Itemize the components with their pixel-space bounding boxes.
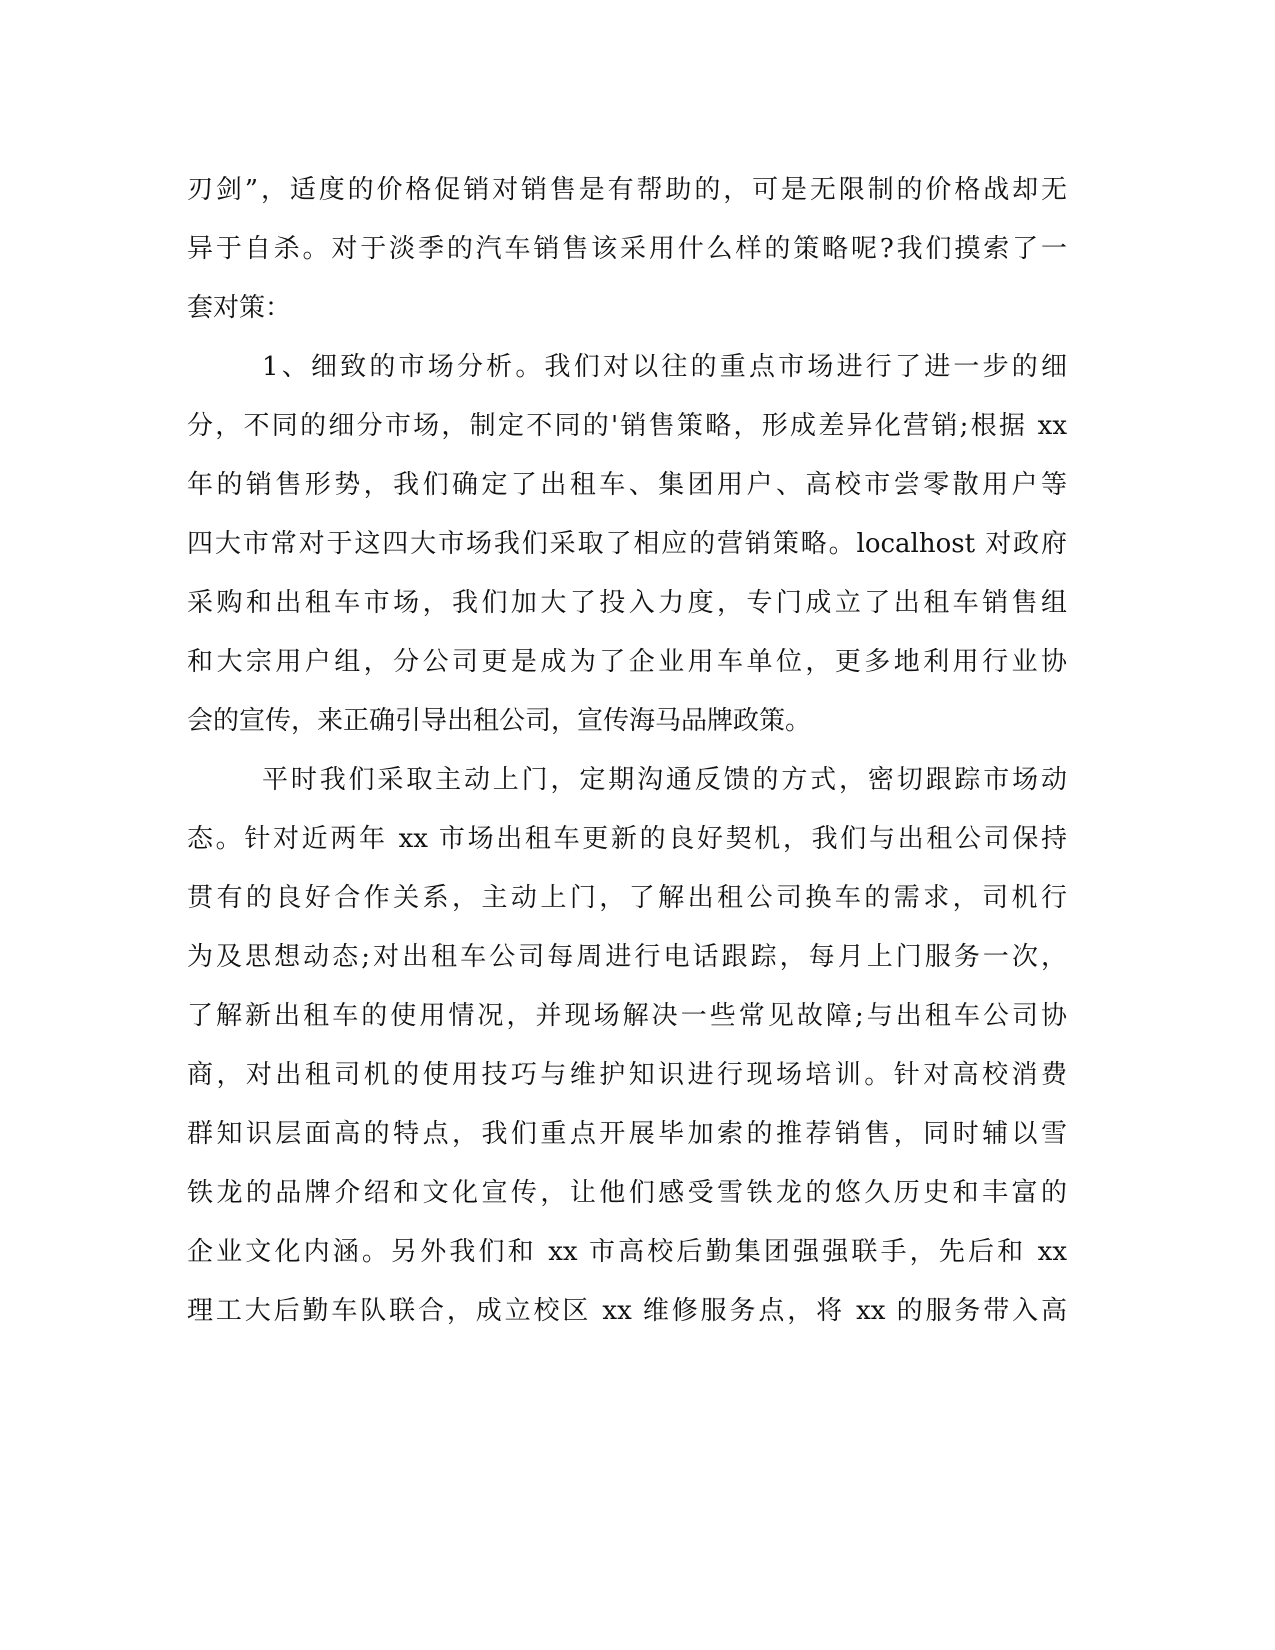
text-line: 为及思想动态;对出租车公司每周进行电话跟踪，每月上门服务一次， <box>187 942 1067 972</box>
text-line: 理工大后勤车队联合，成立校区 xx 维修服务点，将 xx 的服务带入高 <box>187 1296 1067 1326</box>
text-line: 平时我们采取主动上门，定期沟通反馈的方式，密切跟踪市场动 <box>262 765 1067 795</box>
text-line: 异于自杀。对于淡季的汽车销售该采用什么样的策略呢?我们摸索了一 <box>187 234 1067 264</box>
text-line: 四大市常对于这四大市场我们采取了相应的营销策略。localhost 对政府 <box>187 529 1067 559</box>
text-line: 套对策： <box>187 293 292 323</box>
text-line: 年的销售形势，我们确定了出租车、集团用户、高校市尝零散用户等 <box>187 470 1067 500</box>
text-line: 1、细致的市场分析。我们对以往的重点市场进行了进一步的细 <box>262 352 1067 382</box>
text-line: 刃剑”，适度的价格促销对销售是有帮助的，可是无限制的价格战却无 <box>187 175 1067 205</box>
text-line: 和大宗用户组，分公司更是成为了企业用车单位，更多地利用行业协 <box>187 647 1067 677</box>
text-line: 了解新出租车的使用情况，并现场解决一些常见故障;与出租车公司协 <box>187 1001 1067 1031</box>
text-line: 态。针对近两年 xx 市场出租车更新的良好契机，我们与出租公司保持 <box>187 824 1067 854</box>
text-line: 采购和出租车市场，我们加大了投入力度，专门成立了出租车销售组 <box>187 588 1067 618</box>
text-line: 贯有的良好合作关系，主动上门，了解出租公司换车的需求，司机行 <box>187 883 1067 913</box>
text-line: 会的宣传，来正确引导出租公司，宣传海马品牌政策。 <box>187 706 812 736</box>
text-line: 群知识层面高的特点，我们重点开展毕加索的推荐销售，同时辅以雪 <box>187 1119 1067 1149</box>
text-line: 铁龙的品牌介绍和文化宣传，让他们感受雪铁龙的悠久历史和丰富的 <box>187 1178 1067 1208</box>
text-line: 商，对出租司机的使用技巧与维护知识进行现场培训。针对高校消费 <box>187 1060 1067 1090</box>
document-body <box>187 161 1067 1341</box>
text-line: 企业文化内涵。另外我们和 xx 市高校后勤集团强强联手，先后和 xx <box>187 1237 1067 1267</box>
text-line: 分，不同的细分市场，制定不同的'销售策略，形成差异化营销;根据 xx <box>187 411 1067 441</box>
